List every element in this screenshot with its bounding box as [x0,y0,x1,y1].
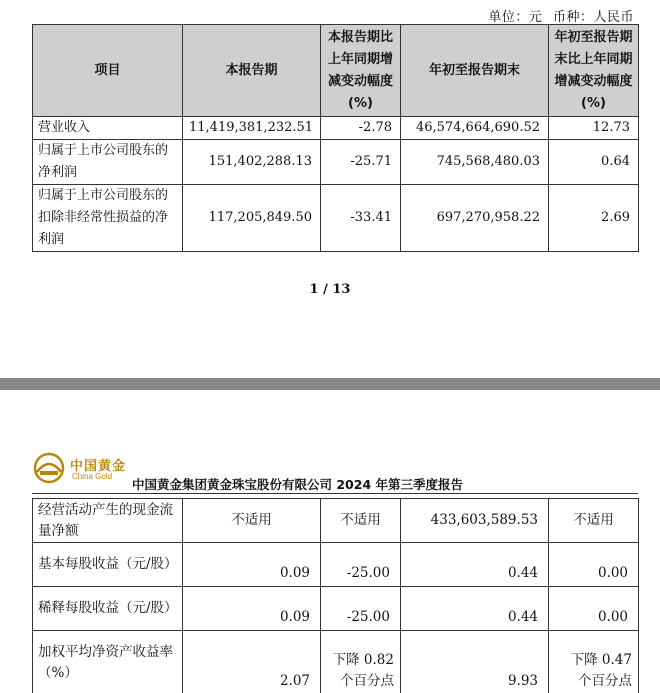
table-row [33,185,639,252]
logo-text-en: China Gold [72,472,113,481]
row-current: 0.09 [183,543,321,587]
table-row [33,587,639,631]
row-current-change: -2.78 [321,117,401,140]
report-page-2 [0,398,660,693]
table-row [33,631,639,693]
header-current-period: 本报告期 [183,25,321,117]
row-current: 不适用 [183,499,321,543]
row-item: 归属于上市公司股东的净利润 [33,140,183,185]
row-ytd: 9.93 [401,631,549,693]
row-ytd: 745,568,480.03 [401,140,549,185]
page-gap [0,390,660,398]
row-ytd-change: 0.00 [549,543,639,587]
row-ytd: 433,603,589.53 [401,499,549,543]
row-ytd-change: 不适用 [549,499,639,543]
header-ytd-change: 年初至报告期末比上年同期增减变动幅度(%) [549,25,639,117]
table-row [33,543,639,587]
row-item: 经营活动产生的现金流量净额 [33,499,183,543]
row-current: 2.07 [183,631,321,693]
row-ytd-change: 0.64 [549,140,639,185]
china-gold-emblem-icon [32,452,66,484]
report-title: 中国黄金集团黄金珠宝股份有限公司 2024 年第三季度报告 [132,477,463,492]
title-rule [32,493,638,494]
row-current-change: -25.71 [321,140,401,185]
row-item: 基本每股收益（元/股） [33,543,183,587]
row-ytd: 0.44 [401,587,549,631]
row-current: 0.09 [183,587,321,631]
financial-table-main [32,24,639,252]
row-item: 加权平均净资产收益率（%） [33,631,183,693]
row-current-change: -25.00 [321,587,401,631]
logo-text-cn: 中国黄金 [70,459,127,474]
header-ytd: 年初至报告期末 [401,25,549,117]
row-ytd: 46,574,664,690.52 [401,117,549,140]
row-current-change: 不适用 [321,499,401,543]
row-current-change: -33.41 [321,185,401,252]
china-gold-logo [32,450,132,486]
row-ytd-change: 12.73 [549,117,639,140]
header-item: 项目 [33,25,183,117]
row-ytd-change: 2.69 [549,185,639,252]
financial-table-continued [32,498,639,693]
header-current-change: 本报告期比上年同期增减变动幅度(%) [321,25,401,117]
row-current: 11,419,381,232.51 [183,117,321,140]
unit-label: 单位：元 [488,10,543,25]
table-row [33,117,639,140]
row-current: 117,205,849.50 [183,185,321,252]
row-current-change: -25.00 [321,543,401,587]
row-ytd-change: 下降 0.47 个百分点 [549,631,639,693]
row-ytd-change: 0.00 [549,587,639,631]
currency-label: 币种：人民币 [552,10,634,25]
page-number: 1 / 13 [309,282,351,297]
row-ytd: 697,270,958.22 [401,185,549,252]
row-item: 稀释每股收益（元/股） [33,587,183,631]
table-header-row [33,25,639,117]
row-item: 营业收入 [33,117,183,140]
table-row [33,140,639,185]
row-item: 归属于上市公司股东的扣除非经常性损益的净利润 [33,185,183,252]
row-current-change: 下降 0.82 个百分点 [321,631,401,693]
row-current: 151,402,288.13 [183,140,321,185]
unit-line [482,6,634,25]
table-row [33,499,639,543]
row-ytd: 0.44 [401,543,549,587]
page-divider [0,378,660,390]
